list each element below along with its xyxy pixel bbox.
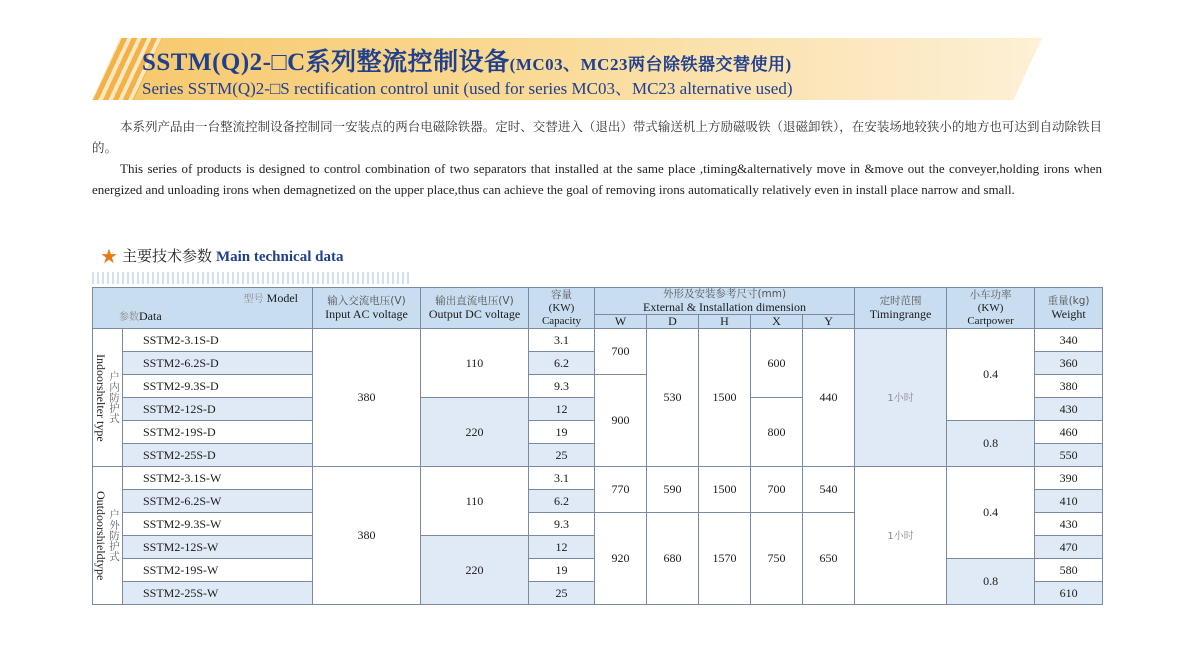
header-w: W bbox=[595, 315, 647, 329]
dim-y-cell: 540 bbox=[803, 467, 855, 513]
model-cell: SSTM2-3.1S-W bbox=[123, 467, 313, 490]
weight-cell: 610 bbox=[1035, 582, 1103, 605]
capacity-cell: 6.2 bbox=[529, 490, 595, 513]
capacity-cell: 25 bbox=[529, 582, 595, 605]
model-cell: SSTM2-19S-D bbox=[123, 421, 313, 444]
page-title-en: Series SSTM(Q)2-□S rectification control unit (used for series MC03、MC23 alternative used) bbox=[142, 79, 793, 98]
output-voltage-110: 110 bbox=[421, 329, 529, 398]
title-cn-main: SSTM(Q)2-□C系列整流控制设备 bbox=[142, 49, 510, 76]
output-voltage-220: 220 bbox=[421, 398, 529, 467]
weight-cell: 470 bbox=[1035, 536, 1103, 559]
dim-w-cell: 770 bbox=[595, 467, 647, 513]
page-title-cn bbox=[142, 42, 792, 78]
output-voltage-220: 220 bbox=[421, 536, 529, 605]
weight-cell: 390 bbox=[1035, 467, 1103, 490]
cart-power-cell: 0.4 bbox=[947, 329, 1035, 421]
dim-x-cell: 750 bbox=[751, 513, 803, 605]
dim-h-cell: 1500 bbox=[699, 467, 751, 513]
model-cell: SSTM2-9.3S-D bbox=[123, 375, 313, 398]
weight-cell: 550 bbox=[1035, 444, 1103, 467]
dim-h-cell: 1570 bbox=[699, 513, 751, 605]
header-capacity: 容量 (KW) Capacity bbox=[529, 288, 595, 329]
header-weight: 重量(kg) Weight bbox=[1035, 288, 1103, 329]
header-dimension: 外形及安装参考尺寸(mm) External & Installation dimension bbox=[595, 288, 855, 315]
model-cell: SSTM2-3.1S-D bbox=[123, 329, 313, 352]
star-icon: ★ bbox=[100, 246, 118, 268]
capacity-cell: 9.3 bbox=[529, 513, 595, 536]
section-heading bbox=[100, 244, 343, 269]
title-cn-suffix: (MC03、MC23两台除铁器交替使用) bbox=[509, 55, 792, 74]
capacity-cell: 19 bbox=[529, 421, 595, 444]
intro-cn: 本系列产品由一台整流控制设备控制同一安装点的两台电磁除铁器。定时、交替进入（退出）带式输送机上方励磁吸铁（退磁卸铁），在安装场地较狭小的地方也可达到自动除铁目的。 bbox=[92, 119, 1102, 155]
weight-cell: 580 bbox=[1035, 559, 1103, 582]
model-cell: SSTM2-12S-D bbox=[123, 398, 313, 421]
capacity-cell: 19 bbox=[529, 559, 595, 582]
timing-indoor: 1小时 bbox=[855, 329, 947, 467]
cart-power-cell: 0.8 bbox=[947, 559, 1035, 605]
dim-w-cell: 700 bbox=[595, 329, 647, 375]
table-row bbox=[93, 329, 1103, 352]
corner-header: 型号 Model 参数Data bbox=[93, 288, 313, 329]
dim-d-cell: 590 bbox=[647, 467, 699, 513]
capacity-cell: 9.3 bbox=[529, 375, 595, 398]
output-voltage-110: 110 bbox=[421, 467, 529, 536]
model-cell: SSTM2-25S-D bbox=[123, 444, 313, 467]
dim-y-cell: 650 bbox=[803, 513, 855, 605]
dim-x-cell: 600 bbox=[751, 329, 803, 398]
model-cell: SSTM2-19S-W bbox=[123, 559, 313, 582]
timing-outdoor: 1小时 bbox=[855, 467, 947, 605]
input-voltage-indoor: 380 bbox=[313, 329, 421, 467]
header-y: Y bbox=[803, 315, 855, 329]
weight-cell: 430 bbox=[1035, 513, 1103, 536]
weight-cell: 460 bbox=[1035, 421, 1103, 444]
dim-d-cell: 680 bbox=[647, 513, 699, 605]
section-title-en: Main technical data bbox=[215, 249, 344, 265]
capacity-cell: 3.1 bbox=[529, 467, 595, 490]
title-banner bbox=[92, 38, 1042, 100]
header-d: D bbox=[647, 315, 699, 329]
weight-cell: 340 bbox=[1035, 329, 1103, 352]
capacity-cell: 12 bbox=[529, 398, 595, 421]
weight-cell: 360 bbox=[1035, 352, 1103, 375]
intro-en: This series of products is designed to control combination of two separators that installed at the same place ,timing&alternatively move in &move out the conveyer,holding irons when energized and unloading irons when demagnetized on the upper place,thus can achieve the goal of removing irons automatically relatively even in install place narrow and small. bbox=[92, 161, 1102, 197]
intro-text bbox=[92, 116, 1102, 200]
dim-x-cell: 700 bbox=[751, 467, 803, 513]
weight-cell: 380 bbox=[1035, 375, 1103, 398]
input-voltage-outdoor: 380 bbox=[313, 467, 421, 605]
group-indoor: Indoorshelter type 户内防护式 bbox=[93, 329, 123, 467]
dim-h-cell: 1500 bbox=[699, 329, 751, 467]
section-rule bbox=[92, 272, 412, 284]
dim-x-cell: 800 bbox=[751, 398, 803, 467]
dim-y-cell: 440 bbox=[803, 329, 855, 467]
capacity-cell: 12 bbox=[529, 536, 595, 559]
header-timing: 定时范围 Timingrange bbox=[855, 288, 947, 329]
header-h: H bbox=[699, 315, 751, 329]
model-cell: SSTM2-6.2S-W bbox=[123, 490, 313, 513]
section-title-cn: 主要技术参数 bbox=[121, 247, 212, 265]
capacity-cell: 3.1 bbox=[529, 329, 595, 352]
model-cell: SSTM2-25S-W bbox=[123, 582, 313, 605]
header-cart: 小车功率 (KW) Cartpower bbox=[947, 288, 1035, 329]
weight-cell: 430 bbox=[1035, 398, 1103, 421]
cart-power-cell: 0.4 bbox=[947, 467, 1035, 559]
group-outdoor: Outdoorshieldtype 户外防护式 bbox=[93, 467, 123, 605]
model-cell: SSTM2-12S-W bbox=[123, 536, 313, 559]
capacity-cell: 6.2 bbox=[529, 352, 595, 375]
model-cell: SSTM2-6.2S-D bbox=[123, 352, 313, 375]
model-cell: SSTM2-9.3S-W bbox=[123, 513, 313, 536]
header-x: X bbox=[751, 315, 803, 329]
header-output: 输出直流电压(V) Output DC voltage bbox=[421, 288, 529, 329]
capacity-cell: 25 bbox=[529, 444, 595, 467]
weight-cell: 410 bbox=[1035, 490, 1103, 513]
cart-power-cell: 0.8 bbox=[947, 421, 1035, 467]
dim-w-cell: 900 bbox=[595, 375, 647, 467]
dim-w-cell: 920 bbox=[595, 513, 647, 605]
dim-d-cell: 530 bbox=[647, 329, 699, 467]
header-input: 输入交流电压(V) Input AC voltage bbox=[313, 288, 421, 329]
spec-table bbox=[92, 287, 1103, 605]
table-row bbox=[93, 467, 1103, 490]
